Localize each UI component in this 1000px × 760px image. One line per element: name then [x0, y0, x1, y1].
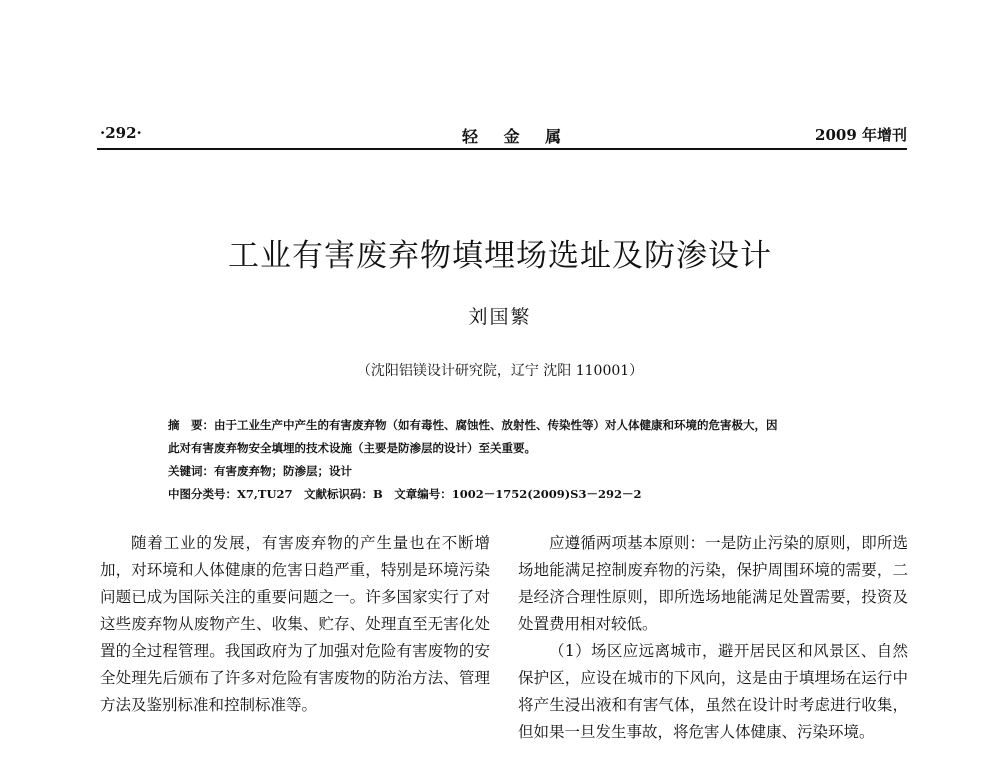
page-number: ·292·: [100, 124, 142, 142]
header-rule: [97, 148, 907, 150]
body-left-column: [100, 530, 490, 719]
site-requirement-paragraph: （1）场区应远离城市，避开居民区和风景区、自然保护区，应设在城市的下风向，这是由于填埋场在运行中将产生浸出液和有害气体，虽然在设计时考虑进行收集，但如果一旦发生事故，将危害人体健康、污染环境。: [518, 642, 908, 741]
keywords: 关键词：有害废弃物；防渗层；设计: [168, 464, 352, 478]
author-affiliation: （沈阳铝镁设计研究院，辽宁 沈阳 110001）: [356, 363, 644, 379]
classification-info: 中图分类号：X7,TU27 文献标识码：B 文章编号：1002－1752(2009)S3－292－2: [168, 487, 642, 501]
body-right-column: [518, 530, 908, 746]
abstract-line-1: 摘 要：由于工业生产中产生的有害废弃物（如有毒性、腐蚀性、放射性、传染性等）对人体健康和环境的危害极大，因: [168, 418, 778, 432]
article-title: 工业有害废弃物填埋场选址及防渗设计: [228, 238, 772, 274]
journal-name: 轻 金 属: [462, 127, 572, 146]
intro-paragraph: 随着工业的发展，有害废弃物的产生量也在不断增加，对环境和人体健康的危害日趋严重，特别是环境污染问题已成为国际关注的重要问题之一。许多国家实行了对这些废弃物从废物产生、收集、贮存、处理直至无害化处置的全过程管理。我国政府为了加强对危险有害废物的安全处理先后颁布了许多对危险有害废物的防治方法、管理方法及鉴别标准和控制标准等。: [100, 534, 490, 714]
principles-paragraph: 应遵循两项基本原则：一是防止污染的原则，即所选场地能满足控制废弃物的污染，保护周围环境的需要，二是经济合理性原则，即所选场地能满足处置需要，投资及处置费用相对较低。: [518, 534, 908, 633]
issue-label: 2009 年增刊: [815, 126, 907, 144]
abstract-line-2: 此对有害废弃物安全填埋的技术设施（主要是防渗层的设计）至关重要。: [168, 441, 536, 455]
article-author: 刘国繁: [468, 306, 532, 328]
